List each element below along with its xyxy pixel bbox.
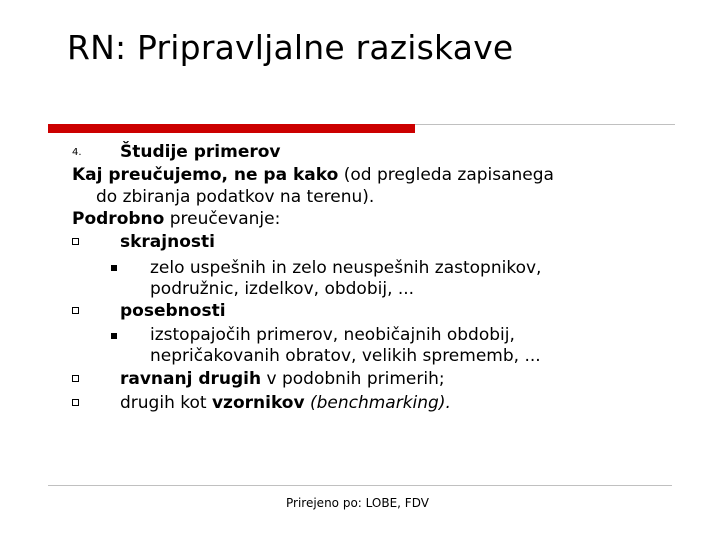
paragraph-focus xyxy=(72,165,554,185)
paragraph-focus-continuation: do zbiranja podatkov na terenu). xyxy=(96,187,375,207)
list-item-specifics: posebnosti xyxy=(120,301,226,321)
sub-item-extremes-line2: podružnic, izdelkov, obdobij, ... xyxy=(150,279,415,299)
list-item-others-actions-rest: v podobnih primerih; xyxy=(261,369,445,389)
list-item-benchmarking-bold: vzornikov xyxy=(211,393,305,413)
sub-item-extremes-line1: zelo uspešnih in zelo neuspešnih zastopnikov, xyxy=(150,258,542,278)
slide-title: RN: Pripravljalne raziskave xyxy=(67,28,514,67)
open-square-bullet-icon xyxy=(72,375,79,382)
list-item-benchmarking xyxy=(120,393,451,413)
sub-item-specifics-line2: nepričakovanih obratov, velikih sprememb, ... xyxy=(150,346,541,366)
filled-square-bullet-icon xyxy=(111,333,117,339)
footer-divider-line xyxy=(48,485,672,486)
section-heading: Študije primerov xyxy=(120,142,281,162)
list-item-others-actions-bold: ravnanj drugih xyxy=(120,369,262,389)
open-square-bullet-icon xyxy=(72,238,79,245)
open-square-bullet-icon xyxy=(72,399,79,406)
paragraph-detail-bold: Podrobno xyxy=(72,209,165,229)
open-square-bullet-icon xyxy=(72,307,79,314)
list-item-extremes: skrajnosti xyxy=(120,232,215,252)
list-item-benchmarking-lead: drugih kot xyxy=(120,393,212,413)
list-number: 4. xyxy=(72,147,82,158)
footer-credit: Prirejeno po: LOBE, FDV xyxy=(286,496,429,510)
paragraph-focus-bold: Kaj preučujemo, ne pa kako xyxy=(72,165,339,185)
list-item-others-actions xyxy=(120,369,445,389)
list-item-benchmarking-italic: (benchmarking). xyxy=(304,393,451,413)
paragraph-detail xyxy=(72,209,280,229)
paragraph-focus-rest: (od pregleda zapisanega xyxy=(338,165,554,185)
sub-item-specifics-line1: izstopajočih primerov, neobičajnih obdobij, xyxy=(150,325,515,345)
paragraph-detail-rest: preučevanje: xyxy=(164,209,281,229)
filled-square-bullet-icon xyxy=(111,265,117,271)
